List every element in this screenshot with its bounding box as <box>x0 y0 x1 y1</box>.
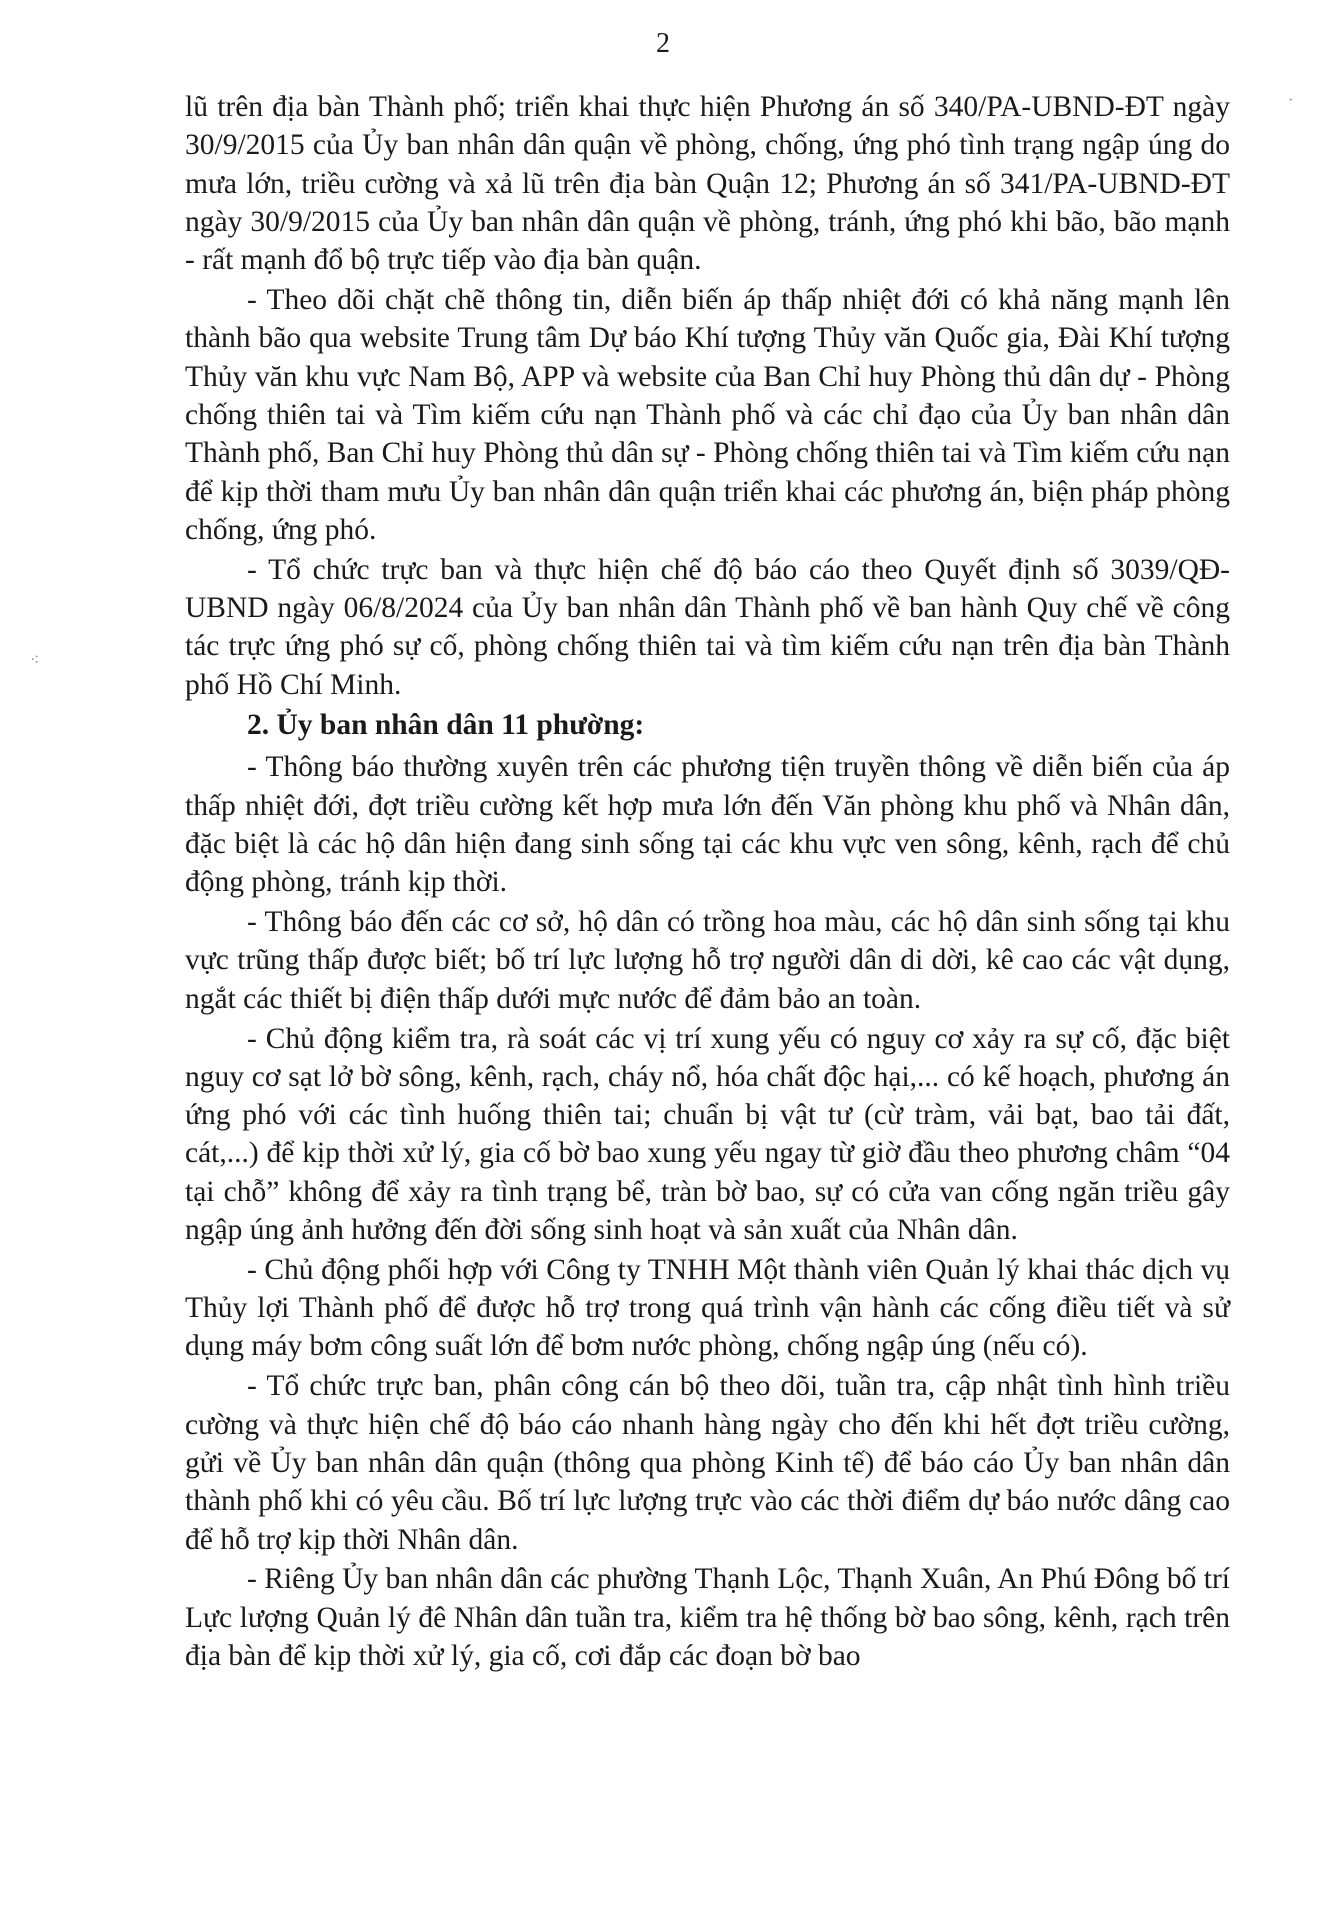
page-number: 2 <box>656 28 670 59</box>
paragraph: - Chủ động kiểm tra, rà soát các vị trí xung yếu có nguy cơ xảy ra sự cố, đặc biệt nguy cơ sạt lở bờ sông, kênh, rạch, cháy nổ, hóa chất độc hại,... có kế hoạch, phương án ứng phó với các tình huống thiên tai; chuẩn bị vật tư (cừ tràm, vải bạt, bao tải đất, cát,...) để kịp thời xử lý, gia cố bờ bao xung yếu ngay từ giờ đầu theo phương châm “04 tại chỗ” không để xảy ra tình trạng bể, tràn bờ bao, sự có cửa van cống ngăn triều gây ngập úng ảnh hưởng đến đời sống sinh hoạt và sản xuất của Nhân dân. <box>185 1022 1230 1246</box>
paragraph: - Riêng Ủy ban nhân dân các phường Thạnh Lộc, Thạnh Xuân, An Phú Đông bố trí Lực lượng Quản lý đê Nhân dân tuần tra, kiểm tra hệ thống bờ bao sông, kênh, rạch trên địa bàn để kịp thời xử lý, gia cố, cơi đắp các đoạn bờ bao <box>185 1563 1230 1673</box>
paragraph: - Thông báo thường xuyên trên các phương tiện truyền thông về diễn biến của áp thấp nhiệt đới, đợt triều cường kết hợp mưa lớn đến Văn phòng khu phố và Nhân dân, đặc biệt là các hộ dân hiện đang sinh sống tại các khu vực ven sông, kênh, rạch để chủ động phòng, tránh kịp thời. <box>185 751 1230 899</box>
scan-speck: · <box>1288 92 1294 109</box>
scan-speck: ⁖ <box>30 652 40 669</box>
paragraph: - Theo dõi chặt chẽ thông tin, diễn biến áp thấp nhiệt đới có khả năng mạnh lên thành bão qua website Trung tâm Dự báo Khí tượng Thủy văn Quốc gia, Đài Khí tượng Thủy văn khu vực Nam Bộ, APP và website của Ban Chỉ huy Phòng thủ dân dự - Phòng chống thiên tai và Tìm kiếm cứu nạn Thành phố và các chỉ đạo của Ủy ban nhân dân Thành phố, Ban Chỉ huy Phòng thủ dân sự - Phòng chống thiên tai và Tìm kiếm cứu nạn để kịp thời tham mưu Ủy ban nhân dân quận triển khai các phương án, biện pháp phòng chống, ứng phó. <box>185 284 1230 546</box>
section-heading: 2. Ủy ban nhân dân 11 phường: <box>247 708 645 741</box>
document-body <box>185 88 1230 1677</box>
paragraph: - Tổ chức trực ban và thực hiện chế độ báo cáo theo Quyết định số 3039/QĐ-UBND ngày 06/8/2024 của Ủy ban nhân dân Thành phố về ban hành Quy chế về công tác trực ứng phó sự cố, phòng chống thiên tai và tìm kiếm cứu nạn trên địa bàn Thành phố Hồ Chí Minh. <box>185 553 1230 701</box>
paragraph: - Thông báo đến các cơ sở, hộ dân có trồng hoa màu, các hộ dân sinh sống tại khu vực trũng thấp được biết; bố trí lực lượng hỗ trợ người dân di dời, kê cao các vật dụng, ngắt các thiết bị điện thấp dưới mực nước để đảm bảo an toàn. <box>185 906 1230 1015</box>
paragraph: lũ trên địa bàn Thành phố; triển khai thực hiện Phương án số 340/PA-UBND-ĐT ngày 30/9/2015 của Ủy ban nhân dân quận về phòng, chống, ứng phó tình trạng ngập úng do mưa lớn, triều cường và xả lũ trên địa bàn Quận 12; Phương án số 341/PA-UBND-ĐT ngày 30/9/2015 của Ủy ban nhân dân quận về phòng, tránh, ứng phó khi bão, bão mạnh - rất mạnh đổ bộ trực tiếp vào địa bàn quận. <box>185 91 1230 277</box>
paragraph: - Tổ chức trực ban, phân công cán bộ theo dõi, tuần tra, cập nhật tình hình triều cường và thực hiện chế độ báo cáo nhanh hàng ngày cho đến khi hết đợt triều cường, gửi về Ủy ban nhân dân quận (thông qua phòng Kinh tế) để báo cáo Ủy ban nhân dân thành phố khi có yêu cầu. Bố trí lực lượng trực vào các thời điểm dự báo nước dâng cao để hỗ trợ kịp thời Nhân dân. <box>185 1370 1230 1556</box>
paragraph: - Chủ động phối hợp với Công ty TNHH Một thành viên Quản lý khai thác dịch vụ Thủy lợi Thành phố để được hỗ trợ trong quá trình vận hành các cống điều tiết và sử dụng máy bơm công suất lớn để bơm nước phòng, chống ngập úng (nếu có). <box>185 1253 1230 1363</box>
